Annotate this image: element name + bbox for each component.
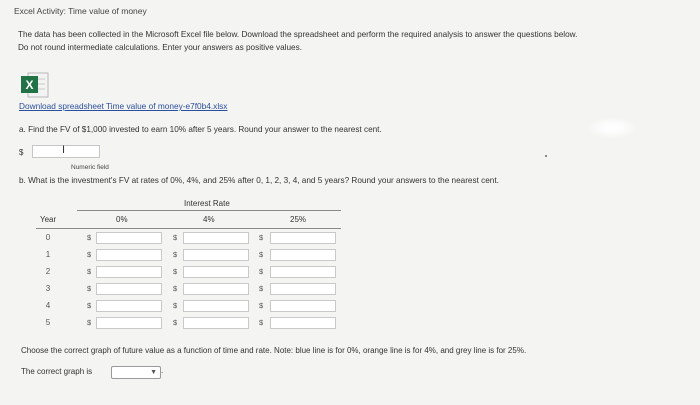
year-column-header: Year (40, 215, 57, 224)
cell-currency: $ (87, 301, 92, 310)
screen-glare (588, 118, 636, 138)
graph-answer-label: The correct graph is (21, 367, 93, 376)
cell-currency: $ (173, 267, 178, 276)
cell-currency: $ (173, 284, 178, 293)
cell-currency: $ (259, 233, 264, 242)
fv-input-year-0-rate-4[interactable] (183, 232, 249, 244)
cell-currency: $ (259, 284, 264, 293)
excel-file-icon[interactable] (19, 70, 51, 100)
fv-input-year-3-rate-25[interactable] (270, 283, 336, 295)
fv-input-year-2-rate-25[interactable] (270, 266, 336, 278)
fv-input-year-3-rate-0[interactable] (96, 283, 162, 295)
instructions-line-2: Do not round intermediate calculations. Enter your answers as positive values. (18, 43, 302, 52)
question-a-answer-input[interactable] (32, 145, 100, 158)
graph-choice-select[interactable] (111, 366, 164, 379)
cell-currency: $ (87, 250, 92, 259)
numeric-field-tooltip: Numeric field (71, 164, 109, 171)
fv-input-year-4-rate-4[interactable] (183, 300, 249, 312)
cell-currency: $ (173, 318, 178, 327)
fv-input-year-5-rate-4[interactable] (183, 317, 249, 329)
excel-icon-glyph: X (25, 78, 34, 92)
question-b-text: b. What is the investment's FV at rates of 0%, 4%, and 25% after 0, 1, 2, 3, 4, and 5 years? Round your answers to the nearest cent. (19, 176, 499, 185)
fv-input-year-3-rate-4[interactable] (183, 283, 249, 295)
text-cursor-icon: I (62, 144, 66, 156)
fv-input-year-5-rate-25[interactable] (270, 317, 336, 329)
download-spreadsheet-link[interactable]: Download spreadsheet Time value of money-e7f0b4.xlsx (19, 101, 228, 111)
fv-input-year-2-rate-0[interactable] (96, 266, 162, 278)
question-a-text: a. Find the FV of $1,000 invested to earn 10% after 5 years. Round your answer to the nearest cent. (19, 125, 382, 134)
fv-input-year-1-rate-0[interactable] (96, 249, 162, 261)
cell-currency: $ (87, 318, 92, 327)
year-cell: 4 (45, 301, 51, 310)
chevron-down-icon: ▼ (150, 369, 157, 376)
rate-header-25: 25% (290, 215, 307, 224)
cell-currency: $ (87, 284, 92, 293)
cell-currency: $ (87, 267, 92, 276)
cell-currency: $ (259, 318, 264, 327)
rate-header-4: 4% (203, 215, 215, 224)
fv-input-year-4-rate-25[interactable] (270, 300, 336, 312)
instructions (18, 28, 688, 54)
cell-currency: $ (173, 250, 178, 259)
year-cell: 0 (45, 233, 51, 242)
interest-rate-group-header: Interest Rate (184, 199, 230, 208)
fv-input-year-5-rate-0[interactable] (96, 317, 162, 329)
year-cell: 2 (45, 267, 51, 276)
fv-input-year-1-rate-25[interactable] (270, 249, 336, 261)
fv-input-year-0-rate-25[interactable] (270, 232, 336, 244)
fv-input-year-4-rate-0[interactable] (96, 300, 162, 312)
page-header-title: Excel Activity: Time value of money (14, 6, 147, 16)
cell-currency: $ (259, 267, 264, 276)
cell-currency: $ (259, 301, 264, 310)
fv-input-year-2-rate-4[interactable] (183, 266, 249, 278)
rate-header-0: 0% (116, 215, 128, 224)
fv-input-year-1-rate-4[interactable] (183, 249, 249, 261)
instructions-line-1: The data has been collected in the Microsoft Excel file below. Download the spreadsheet and perform the required analysis to answer the questions below. (18, 30, 578, 39)
cell-currency: $ (259, 250, 264, 259)
cell-currency: $ (173, 233, 178, 242)
year-cell: 1 (45, 250, 51, 259)
graph-answer-period: . (161, 366, 164, 375)
cell-currency: $ (173, 301, 178, 310)
graph-question-text: Choose the correct graph of future value as a function of time and rate. Note: blue line is for 0%, orange line is for 4%, and grey line is for 25%. (21, 346, 527, 355)
year-cell: 3 (45, 284, 51, 293)
decorative-dot (545, 155, 547, 157)
group-header-rule (77, 210, 341, 211)
column-header-rule (36, 228, 341, 229)
year-cell: 5 (45, 318, 51, 327)
cell-currency: $ (87, 233, 92, 242)
question-a-currency: $ (19, 148, 24, 157)
fv-input-year-0-rate-0[interactable] (96, 232, 162, 244)
